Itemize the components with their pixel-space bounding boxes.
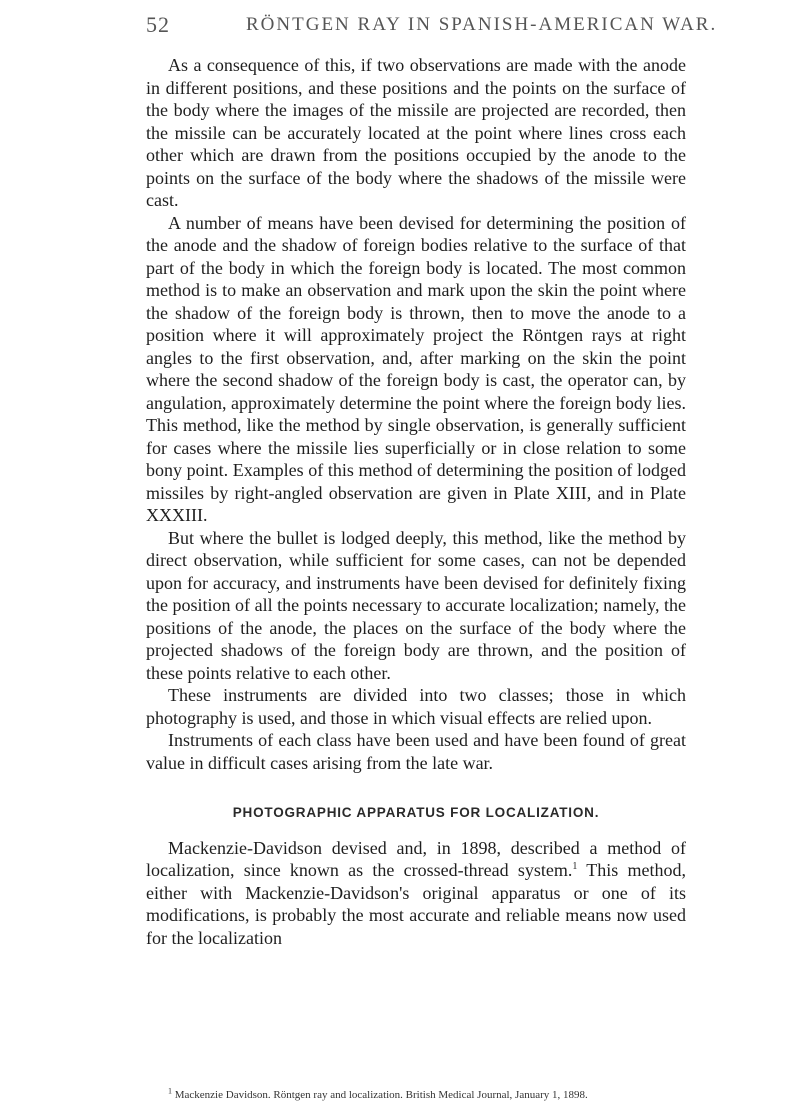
footnote-mark: 1 <box>168 1086 172 1096</box>
section-heading: PHOTOGRAPHIC APPARATUS FOR LOCALIZATION. <box>232 805 600 820</box>
paragraph-6-text-start: Mackenzie-Davidson devised and, in 1898, described a method of localization, since known as the crossed-thread system. <box>146 837 686 880</box>
paragraph-3: But where the bullet is lodged deeply, this method, like the method by direct observation, while sufficient for some cases, can not be depended upon for accuracy, and instruments have been devised for definitely fixing the position of all the points necessary to accurate localization; namely, the positions of the anode, the places on the surface of the body where the projected shadows of the foreign body are thrown, and the position of these points relative to each other. <box>146 527 686 683</box>
running-head <box>146 12 718 46</box>
page-number: 52 <box>146 12 170 37</box>
footnote-text: Mackenzie Davidson. Röntgen ray and localization. British Medical Journal, January 1, 1898. <box>172 1089 588 1101</box>
footnote-reference: 1 <box>572 861 578 872</box>
paragraph-6 <box>146 837 686 950</box>
paragraph-6-text-end: This method, either with Mackenzie-Davidson's original apparatus or one of its modifications, is probably the most accurate and reliable means now used for the localization <box>146 860 686 948</box>
paragraph-4: These instruments are divided into two classes; those in which photography is used, and those in which visual effects are relied upon. <box>146 685 686 728</box>
paragraph-5: Instruments of each class have been used and have been found of great value in difficult cases arising from the late war. <box>146 730 686 773</box>
paragraph-2: A number of means have been devised for determining the position of the anode and the shadow of foreign bodies relative to the surface of that part of the body in which the foreign body is located. The most common method is to make an observation and mark upon the skin the point where the shadow of the foreign body is thrown, then to move the anode to a position where it will approximately project the Röntgen rays at right angles to the first observation, and, after marking on the skin the point where the second shadow of the foreign body is cast, the operator can, by angulation, approximately determine the point where the foreign body lies. This method, like the method by single observation, is generally sufficient for cases where the missile lies superficially or in close relation to some bony point. Examples of this method of determining the position of lodged missiles by right-angled observation are given in Plate XIII, and in Plate XXXIII. <box>146 212 686 525</box>
footnote <box>146 1088 686 1102</box>
running-title: RÖNTGEN RAY IN SPANISH-AMERICAN WAR. <box>246 14 718 35</box>
body-text <box>146 54 686 949</box>
paragraph-1: As a consequence of this, if two observations are made with the anode in different positions, and these positions and the points on the surface of the body where the images of the missile are projected are recorded, then the missile can be accurately located at the point where lines cross each other which are drawn from the positions occupied by the anode to the points on the surface of the body where the shadows of the missile were cast. <box>146 55 686 210</box>
